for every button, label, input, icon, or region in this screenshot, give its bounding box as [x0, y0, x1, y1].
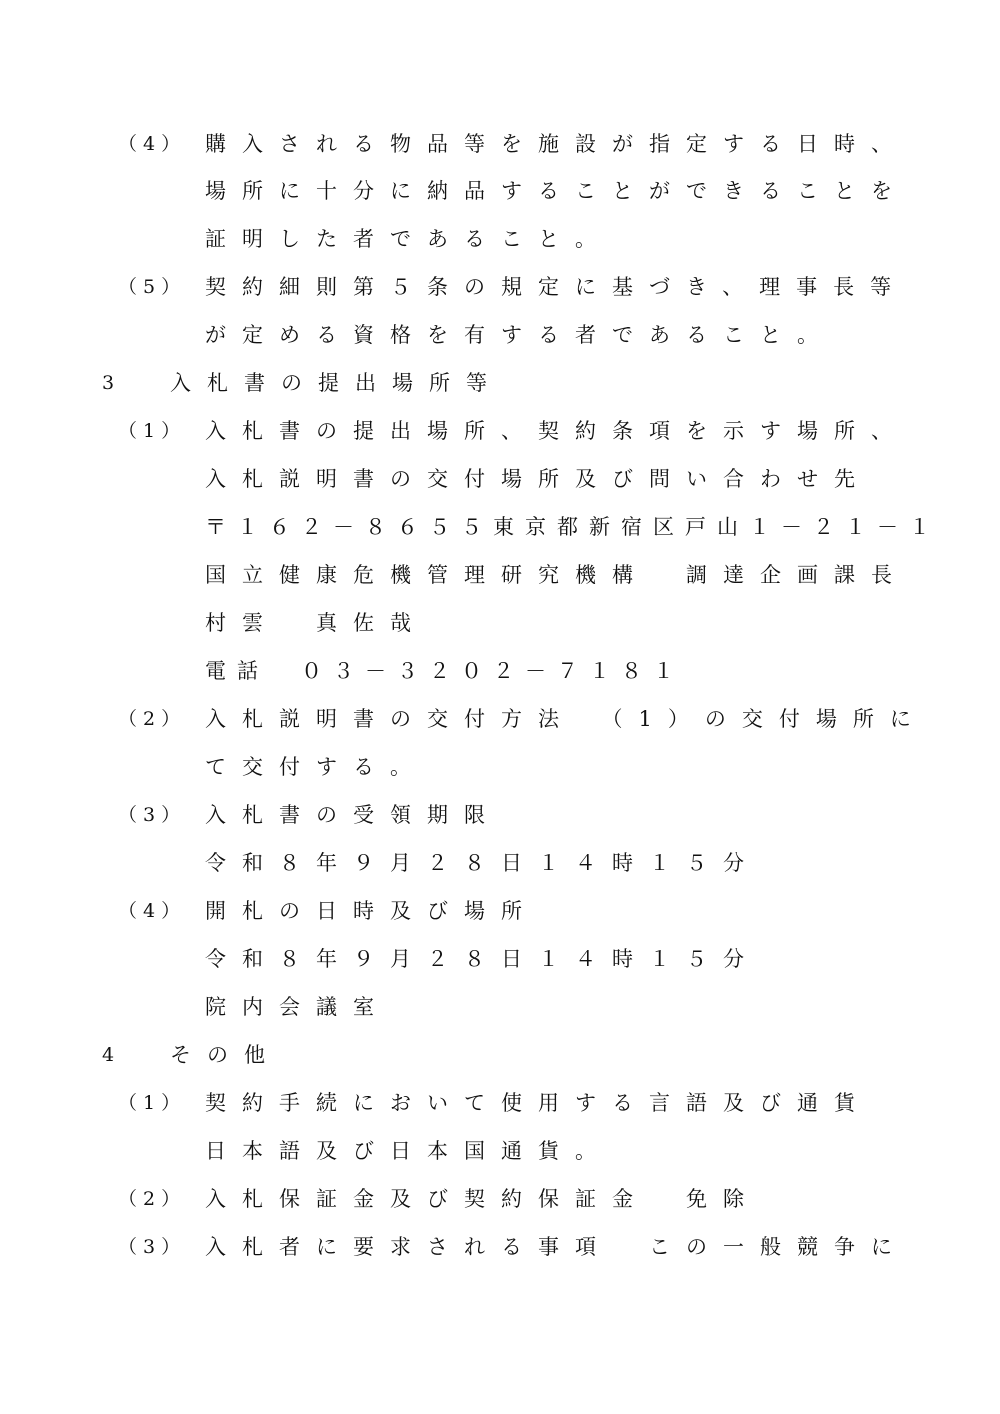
address-text: 〒１６２－８６５５東京都新宿区戸山１－２１－１ — [205, 515, 941, 539]
item-number: （2） — [118, 708, 187, 730]
text-line — [0, 263, 1000, 311]
text-line — [0, 120, 1000, 168]
item-number: （1） — [118, 420, 187, 442]
line-text: 入札説明書の交付場所及び問い合わせ先 — [205, 467, 871, 491]
text-line — [0, 1127, 1000, 1175]
text-line — [0, 935, 1000, 983]
text-line — [0, 167, 1000, 215]
section-number: 3 — [102, 372, 121, 394]
section-title: その他 — [170, 1043, 281, 1067]
line-text: 国立健康危機管理研究機構 調達企画課長 — [205, 563, 908, 587]
section-title: 入札書の提出場所等 — [170, 371, 503, 395]
text-line — [0, 599, 1000, 647]
section-heading — [0, 359, 1000, 407]
line-text: て交付する。 — [205, 755, 427, 779]
section-number: 4 — [102, 1044, 121, 1066]
text-line — [0, 455, 1000, 503]
text-line — [0, 407, 1000, 455]
line-text: 開札の日時及び場所 — [205, 899, 538, 923]
line-text: 契約細則第５条の規定に基づき、理事長等 — [205, 275, 908, 299]
line-text: が定める資格を有する者であること。 — [205, 323, 834, 347]
line-text: 日本語及び日本国通貨。 — [205, 1139, 612, 1163]
text-line — [0, 983, 1000, 1031]
item-number: （3） — [118, 804, 187, 826]
text-line — [0, 695, 1000, 743]
text-line — [0, 551, 1000, 599]
phone-number: 電話 ０３－３２０２－７１８１ — [205, 659, 685, 683]
line-text: 契約手続において使用する言語及び通貨 — [205, 1091, 871, 1115]
text-line — [0, 215, 1000, 263]
line-text: 場所に十分に納品することができることを — [205, 179, 908, 203]
text-line — [0, 887, 1000, 935]
line-text: 入札者に要求される事項 この一般競争に — [205, 1235, 908, 1259]
item-number: （4） — [118, 900, 187, 922]
text-line — [0, 743, 1000, 791]
item-number: （4） — [118, 133, 187, 155]
opening-place: 院内会議室 — [205, 995, 390, 1019]
line-text: 証明した者であること。 — [205, 227, 612, 251]
text-line — [0, 647, 1000, 695]
item-number: （5） — [118, 276, 187, 298]
line-text: 入札書の受領期限 — [205, 803, 501, 827]
line-text: 購入される物品等を施設が指定する日時、 — [205, 132, 908, 156]
section-heading — [0, 1031, 1000, 1079]
text-line — [0, 1223, 1000, 1271]
item-number: （1） — [118, 1092, 187, 1114]
text-line — [0, 311, 1000, 359]
contact-name: 村雲 真佐哉 — [205, 611, 427, 635]
text-line — [0, 503, 1000, 551]
item-number: （2） — [118, 1188, 187, 1210]
deadline-datetime: 令和８年９月２８日１４時１５分 — [205, 851, 760, 875]
item-number: （3） — [118, 1236, 187, 1258]
text-line — [0, 1079, 1000, 1127]
text-line — [0, 791, 1000, 839]
line-text: 入札保証金及び契約保証金 免除 — [205, 1187, 760, 1211]
text-line — [0, 839, 1000, 887]
opening-datetime: 令和８年９月２８日１４時１５分 — [205, 947, 760, 971]
line-text: 入札書の提出場所、契約条項を示す場所、 — [205, 419, 908, 443]
text-line — [0, 1175, 1000, 1223]
line-text: 入札説明書の交付方法 （1）の交付場所に — [205, 707, 927, 731]
